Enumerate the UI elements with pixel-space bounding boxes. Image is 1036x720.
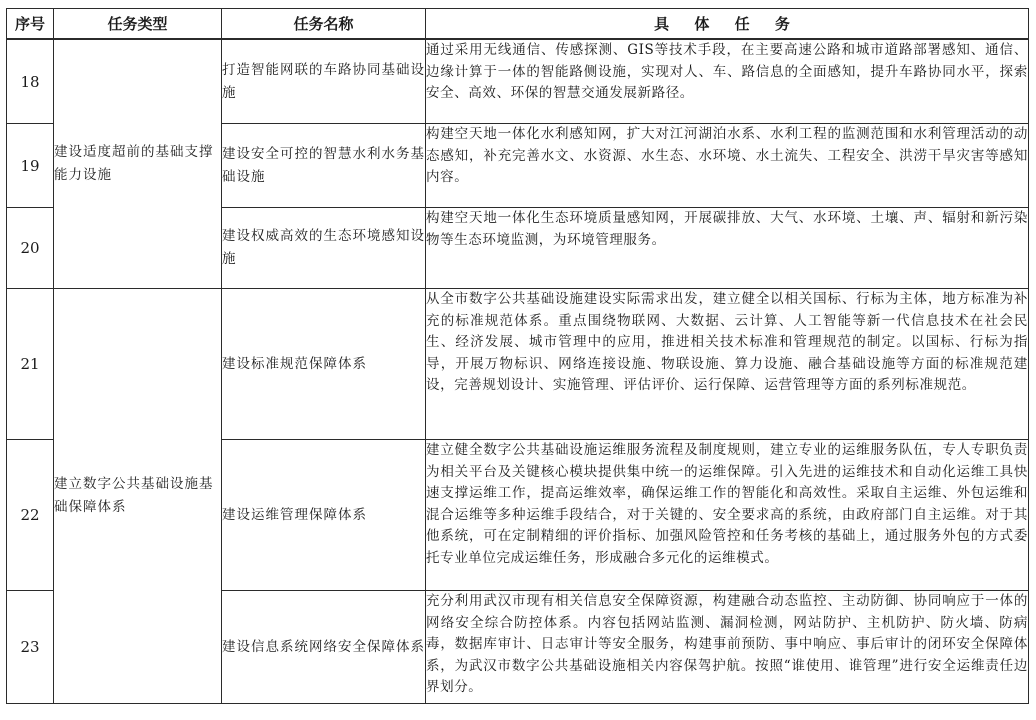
- task-name-cell: 建设安全可控的智慧水利水务基础设施: [222, 124, 426, 208]
- row-number: 22: [7, 440, 54, 591]
- task-name-cell: 打造智能网联的车路协同基础设施: [222, 39, 426, 124]
- task-name-cell: 建设权威高效的生态环境感知设施: [222, 208, 426, 289]
- task-table: [6, 8, 1029, 704]
- task-type-cell: 建设适度超前的基础支撑能力设施: [54, 39, 222, 289]
- task-detail-cell: 构建空天地一体化水利感知网，扩大对江河湖泊水系、水利工程的监测范围和水利管理活动的动态感知，补充完善水文、水资源、水生态、水环境、水土流失、工程安全、洪涝干旱灾害等感知内容。: [426, 124, 1029, 208]
- table-row: [7, 39, 1029, 124]
- header-seq: 序号: [7, 9, 54, 40]
- task-detail-cell: 通过采用无线通信、传感探测、GIS等技术手段，在主要高速公路和城市道路部署感知、通信、边缘计算于一体的智能路侧设施，实现对人、车、路信息的全面感知，提升车路协同水平，探索安全、高效、环保的智慧交通发展新路径。: [426, 39, 1029, 124]
- task-name-cell: 建设标准规范保障体系: [222, 289, 426, 440]
- header-task-detail: 具 体 任 务: [426, 9, 1029, 40]
- row-number: 21: [7, 289, 54, 440]
- task-type-cell: 建立数字公共基础设施基础保障体系: [54, 289, 222, 704]
- table-header-row: [7, 9, 1029, 40]
- row-number: 23: [7, 591, 54, 704]
- task-name-cell: 建设运维管理保障体系: [222, 440, 426, 591]
- row-number: 19: [7, 124, 54, 208]
- task-detail-cell: 充分利用武汉市现有相关信息安全保障资源，构建融合动态监控、主动防御、协同响应于一体的网络安全综合防控体系。内容包括网站监测、漏洞检测，网站防护、主机防护、防火墙、防病毒，数据库审计、日志审计等安全服务，构建事前预防、事中响应、事后审计的闭环安全保障体系，为武汉市数字公共基础设施相关内容保驾护航。按照“谁使用、谁管理”进行安全运维责任边界划分。: [426, 591, 1029, 704]
- task-detail-cell: 从全市数字公共基础设施建设实际需求出发，建立健全以相关国标、行标为主体，地方标准为补充的标准规范体系。重点围绕物联网、大数据、云计算、人工智能等新一代信息技术在社会民生、经济发展、城市管理中的应用，推进相关技术标准和管理规范的制定。以国标、行标为指导，开展万物标识、网络连接设施、物联设施、算力设施、融合基础设施等方面的标准规范建设，完善规划设计、实施管理、评估评价、运行保障、运营管理等方面的系列标准规范。: [426, 289, 1029, 440]
- row-number: 18: [7, 39, 54, 124]
- task-detail-cell: 构建空天地一体化生态环境质量感知网，开展碳排放、大气、水环境、土壤、声、辐射和新污染物等生态环境监测，为环境管理服务。: [426, 208, 1029, 289]
- task-detail-cell: 建立健全数字公共基础设施运维服务流程及制度规则，建立专业的运维服务队伍，专人专职负责为相关平台及关键核心模块提供集中统一的运维保障。引入先进的运维技术和自动化运维工具快速支撑运维工作，提高运维效率，确保运维工作的智能化和高效性。采取自主运维、外包运维和混合运维等多种运维手段结合，对于关键的、安全要求高的系统，由政府部门自主运维。对于其他系统，可在定制精细的评价指标、加强风险管控和任务考核的基础上，通过服务外包的方式委托专业单位完成运维任务，形成融合多元化的运维模式。: [426, 440, 1029, 591]
- task-name-cell: 建设信息系统网络安全保障体系: [222, 591, 426, 704]
- row-number: 20: [7, 208, 54, 289]
- table-row: [7, 289, 1029, 440]
- header-task-name: 任务名称: [222, 9, 426, 40]
- header-task-type: 任务类型: [54, 9, 222, 40]
